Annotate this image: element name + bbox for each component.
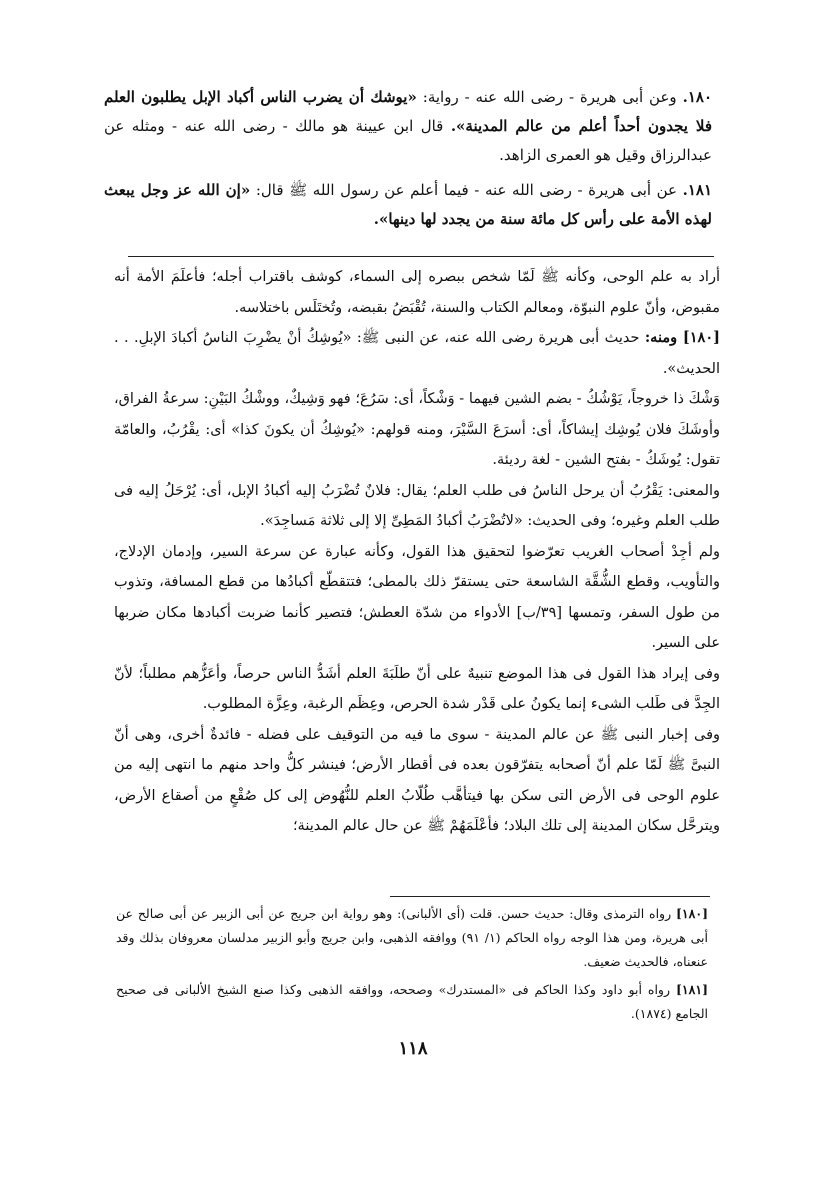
hadith-number: ١٨٠.	[682, 88, 712, 106]
hadith-quote: «إن الله عز وجل يبعث لهذه الأمة على رأس كل مائة سنة من يجدد لها دينها».	[104, 181, 712, 228]
paragraph-text: وفى إخبار النبى ﷺ عن عالم المدينة - سوى ما فيه من التوقيف على فضله - فائدةٌ أخرى، وهى أنّ النبىَّ ﷺ لَمّا علم أنّ أصحابه يتفرّقون بعده فى أقطار الأرض؛ فينشر كلُّ واحد منهم ما انتهى إليه من علوم الوحى فى الأرض التى سكن بها فيتأهَّب طُلّابُ العلم للنُّهُوض إلى كل صُقْعٍ من أصقاع الأرض، ويترحَّل سكان المدينة إلى تلك البلاد؛ فأعْلَمَهُمْ ﷺ عن حال عالم المدينة؛	[114, 726, 720, 834]
footnote-number: [١٨٠]	[676, 906, 708, 921]
hadith-180	[104, 83, 712, 170]
footnote-text: رواه الترمذى وقال: حديث حسن. قلت (أى الألبانى): وهو رواية ابن جريج عن أبى الزبير عن أبى صالح عن أبى هريرة، ومن هذا الوجه رواه الحاكم (١/ ٩١) ووافقه الذهبى، وابن جريج وأبو الزبير مدلسان معروفان بذلك وقد عنعناه، فالحديث ضعيف.	[116, 906, 708, 969]
footnotes-section	[116, 902, 708, 1030]
footnote-divider	[390, 896, 710, 897]
commentary-paragraph	[114, 476, 720, 537]
commentary-paragraph	[114, 384, 720, 476]
hadith-note: قال ابن عيينة هو مالك - رضى الله عنه - ومثله عن عبدالرزاق وقيل هو العمرى الزاهد.	[104, 117, 712, 164]
footnote	[116, 902, 708, 974]
paragraph-text: وفى إيراد هذا القول فى هذا الموضع تنبيهٌ على أنّ طلَبَةَ العلم أشَدُّ الناس حرصاً، وأعَزُّهم مطلباً؛ لأنّ الجِدَّ فى طَلب الشىء إنما يكونُ على قَدْر شدة الحرص، وعِظَم الرغبة، وعِزَّة المطلوب.	[114, 665, 720, 712]
commentary-paragraph	[114, 537, 720, 659]
paragraph-text: أراد به علم الوحى، وكأنه ﷺ لَمّا شخص ببصره إلى السماء، كوشف باقتراب أجله؛ فأعلَمَ الأمة أنه مقبوض، وأنّ علوم النبوّة، ومعالم الكتاب والسنة، تُقْبَضُ بقبضه، وتُختَلَس باختلاسه.	[114, 269, 720, 316]
hadith-intro: وعن أبى هريرة - رضى الله عنه - رواية:	[422, 88, 677, 106]
page-number: ١١٨	[398, 1038, 428, 1059]
footnote-number: [١٨١]	[676, 982, 708, 997]
footnote	[116, 978, 708, 1026]
paragraph-text: ولم أجِدْ أصحاب الغريب تعرّضوا لتحقيق هذا القول، وكأنه عبارة عن سرعة السير، وإدمان الإدلاج، والتأويب، وقطع الشُّقَّة الشاسعة حتى يستقرّ ذلك بالمطى؛ فتتقطّع أكبادُها من قطع المسافة، وتذوب من طول السفر، وتمسها [٣٩/ب] الأدواء من شدّة العطش؛ فتصير كأنما ضربت أكبادها مكان ضربها على السير.	[114, 543, 720, 651]
paragraph-lead: [١٨٠] ومنه:	[644, 329, 721, 346]
paragraph-text: وَشْكَ ذا خروجاً، يَوْشُكُ - بضم الشين فيهما - وَشْكاً، أى: سَرُعَ؛ فهو وَشِيكٌ، ووشْكُ البَيْنِ: سرعةُ الفراق، وأوشَكَ فلان يُوشِك إيشاكاً، أى: أسرَعَ السَّيْرَ، ومنه قولهم: «يُوشِكُ أن يكونَ كذا» أى: يقْرُبُ، والعامّة تقول: يُوشَكُ - بفتح الشين - لغة رديئة.	[114, 391, 720, 468]
hadith-181	[104, 176, 712, 234]
hadith-section	[104, 83, 712, 240]
paragraph-text: حديث أبى هريرة رضى الله عنه، عن النبى ﷺ: «يُوشِكُ أنْ يضْرِبَ الناسُ أكبادَ الإبلِ. . . الحديث».	[114, 330, 720, 377]
paragraph-text: والمعنى: يَقْرُبُ أن يرحل الناسُ فى طلب العلم؛ يقال: فلانٌ تُضْرَبُ إليه أكبادُ الإبل، أى: يُرْحَلُ إليه فى طلب العلم وغيره؛ وفى الحديث: «لاتُضْرَبُ أكبادُ المَطِىِّ إلا إلى ثلاثة مَساجِدَ».	[114, 482, 720, 529]
footnote-text: رواه أبو داود وكذا الحاكم فى «المستدرك» وصححه، ووافقه الذهبى وكذا صنع الشيخ الألبانى فى صحيح الجامع (١٨٧٤).	[116, 982, 708, 1021]
commentary-paragraph	[114, 720, 720, 842]
section-divider	[128, 256, 714, 257]
commentary-paragraph	[114, 659, 720, 720]
commentary-paragraph	[114, 262, 720, 323]
hadith-quote: «يوشك أن يضرب الناس أكباد الإبل يطلبون العلم فلا يجدون أحداً أعلم من عالم المدينة».	[104, 88, 712, 135]
hadith-number: ١٨١.	[682, 181, 712, 199]
commentary-section	[114, 262, 720, 842]
hadith-intro: عن أبى هريرة - رضى الله عنه - فيما أعلم عن رسول الله ﷺ قال:	[255, 181, 677, 199]
commentary-paragraph	[114, 323, 720, 384]
